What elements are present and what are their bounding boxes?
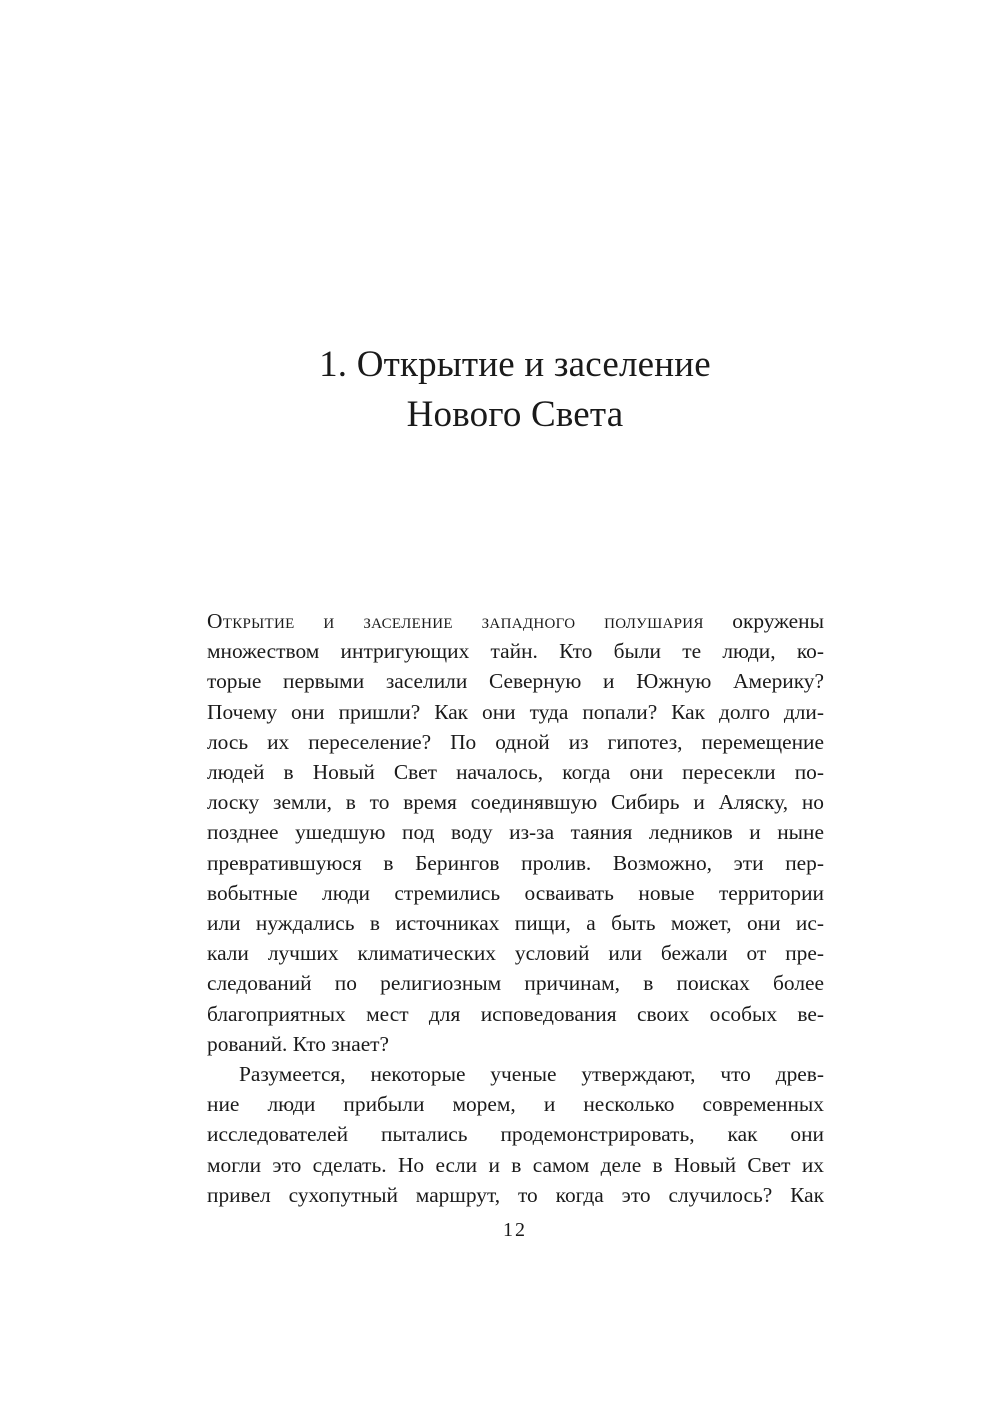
text-line: ние люди прибыли морем, и несколько современных (207, 1092, 824, 1117)
text-line: могли это сделать. Но если и в самом деле в Новый Свет их (207, 1152, 824, 1177)
text-line: или нуждались в источниках пищи, а быть может, они ис- (207, 911, 824, 936)
chapter-title (0, 340, 1000, 440)
text-line: торые первыми заселили Северную и Южную Америку? (207, 669, 824, 694)
text-line: множеством интригующих тайн. Кто были те люди, ко- (207, 639, 824, 664)
chapter-title-line-1: 1. Открытие и заселение (319, 344, 711, 385)
text-line: привел сухопутный маршрут, то когда это случилось? Как (207, 1182, 824, 1207)
text-line: позднее ушедшую под воду из-за таяния ледников и ныне (207, 820, 824, 845)
text-line: исследователей пытались продемонстрировать, как они (207, 1122, 824, 1147)
text-line: Почему они пришли? Как они туда попали? Как долго дли- (207, 699, 824, 724)
text-line: лось их переселение? По одной из гипотез, перемещение (207, 729, 824, 754)
paragraph-1 (207, 606, 824, 1059)
text-line: благоприятных мест для исповедования своих особых ве- (207, 1001, 824, 1026)
text-line: Разумеется, некоторые ученые утверждают, что древ- (239, 1062, 824, 1087)
text-line: следований по религиозным причинам, в поисках более (207, 971, 824, 996)
text-line: вобытные люди стремились осваивать новые территории (207, 880, 824, 905)
text-line: кали лучших климатических условий или бежали от пре- (207, 941, 824, 966)
body-text (207, 606, 824, 1210)
text-line: рований. Кто знает? (207, 1031, 390, 1056)
paragraph-2 (207, 1059, 824, 1210)
page-number: 12 (503, 1219, 527, 1241)
text-line: лоску земли, в то время соединявшую Сибирь и Аляску, но (207, 790, 824, 815)
text-line: Открытие и заселение западного полушария окружены (207, 609, 824, 633)
text-line: превратившуюся в Берингов пролив. Возможно, эти пер- (207, 850, 824, 875)
chapter-title-line-2: Нового Света (406, 394, 624, 435)
paragraph-lead-smallcaps: Открытие и заселение западного полушария (207, 609, 704, 633)
text-line: людей в Новый Свет началось, когда они пересекли по- (207, 760, 824, 785)
